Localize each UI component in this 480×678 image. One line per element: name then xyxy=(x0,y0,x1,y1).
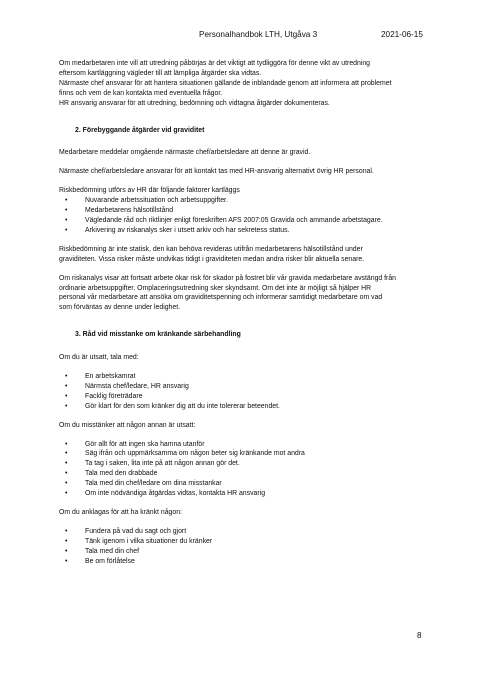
text-line: Riskbedömning är inte statisk, den kan behöva revideras utifrån medarbetarens hälsotillstånd under xyxy=(59,245,363,253)
list-intro: Riskbedömning utförs av HR där följande faktorer kartläggs xyxy=(59,187,240,195)
list-item: • Vägledande råd och riktlinjer enligt föreskriften AFS 2007:05 Gravida och ammande arbetstagare. xyxy=(59,216,431,226)
page-number: 8 xyxy=(417,631,422,640)
text-line: personal vår medarbetare att ansöka om graviditetspenning och informerar samtidigt medarbetare om vad xyxy=(59,294,383,302)
list-item: • Facklig företrädare xyxy=(59,392,431,402)
text-line: graviditeten. Vissa risker måste undvikas tidigt i graviditeten medan andra risker blir aktuella senare. xyxy=(59,255,365,263)
list-item: • Tala med din chef xyxy=(59,547,431,557)
text-line: som förväntas av denne under ledighet. xyxy=(59,304,181,312)
paragraph xyxy=(59,274,431,314)
list-item: • Nuvarande arbetssituation och arbetsuppgifter. xyxy=(59,196,431,206)
intro-paragraph xyxy=(59,59,431,109)
list-intro: Om du är utsatt, tala med: xyxy=(59,354,139,362)
header-date: 2021-06-15 xyxy=(381,30,423,39)
advice-list-bystander xyxy=(59,440,431,499)
list-item: • Om inte nödvändiga åtgärdas vidtas, kontakta HR ansvarig xyxy=(59,489,431,499)
paragraph: Medarbetare meddelar omgående närmaste chef/arbetsledare att denne är gravid. xyxy=(59,149,311,157)
list-intro: Om du misstänker att någon annan är utsatt: xyxy=(59,421,196,429)
list-item: • Gör klart för den som kränker dig att du inte tolererar beteendet. xyxy=(59,402,431,412)
section-heading-harassment: 3. Råd vid misstanke om kränkande särbehandling xyxy=(75,331,241,339)
list-intro: Om du anklagas för att ha kränkt någon: xyxy=(59,509,182,516)
list-item: • Tala med din chef/ledare om dina misstankar xyxy=(59,479,431,489)
list-item: • Fundera på vad du sagt och gjort xyxy=(59,527,431,537)
text-line: Om riskanalys visar att fortsatt arbete ökar risk för skador på fostret blir vår gravida medarbetare avstängd från xyxy=(59,274,397,282)
list-item: • Tala med den drabbade xyxy=(59,469,431,479)
list-item: • Närmsta chef/ledare, HR ansvarig xyxy=(59,382,431,392)
list-item: • Gör allt för att ingen ska hamna utanför xyxy=(59,440,431,450)
list-item: • Ta tag i saken, lita inte på att någon annan gör det. xyxy=(59,459,431,469)
paragraph: Närmaste chef/arbetsledare ansvarar för att kontakt tas med HR-ansvarig alternativt övrig HR personal. xyxy=(59,168,374,176)
text-line: HR ansvarig ansvarar för att utredning, bedömning och vidtagna åtgärder dokumenteras. xyxy=(59,99,330,107)
list-item: • Medarbetarens hälsotillstånd xyxy=(59,206,431,216)
section-heading-pregnancy: 2. Förebyggande åtgärder vid graviditet xyxy=(75,126,205,134)
text-line: Om medarbetaren inte vill att utredning påbörjas är det viktigt att tydliggöra för denne vikt av utredning xyxy=(59,60,371,67)
text-line: finns och vem de kan kontakta med eventuella frågor. xyxy=(59,89,223,97)
list-item: • Arkivering av riskanalys sker i utsett arkiv och har sekretess status. xyxy=(59,226,431,236)
advice-list-victim xyxy=(59,372,431,412)
paragraph xyxy=(59,245,431,265)
list-item: • Be om förlåtelse xyxy=(59,557,431,567)
risk-factors-list xyxy=(59,196,431,236)
advice-list-accused xyxy=(59,527,431,567)
header-title: Personalhandbok LTH, Utgåva 3 xyxy=(199,30,318,39)
text-line: Närmaste chef ansvarar för att hantera situationen gällande de inblandade genom att informera att problemet xyxy=(59,79,392,87)
text-line: eftersom kartläggning vägleder till att lämpliga åtgärder ska vidtas. xyxy=(59,69,262,77)
list-item: • Säg ifrån och uppmärksamma om någon beter sig kränkande mot andra xyxy=(59,449,431,459)
list-item: • En arbetskamrat xyxy=(59,372,431,382)
list-item: • Tänk igenom i vilka situationer du kränker xyxy=(59,537,431,547)
document-body xyxy=(59,59,431,567)
text-line: ordinarie arbetsuppgifter. Omplaceringsutredning sker skyndsamt. Om det inte är möjligt så hjälper HR xyxy=(59,284,372,292)
page-header xyxy=(0,30,480,42)
